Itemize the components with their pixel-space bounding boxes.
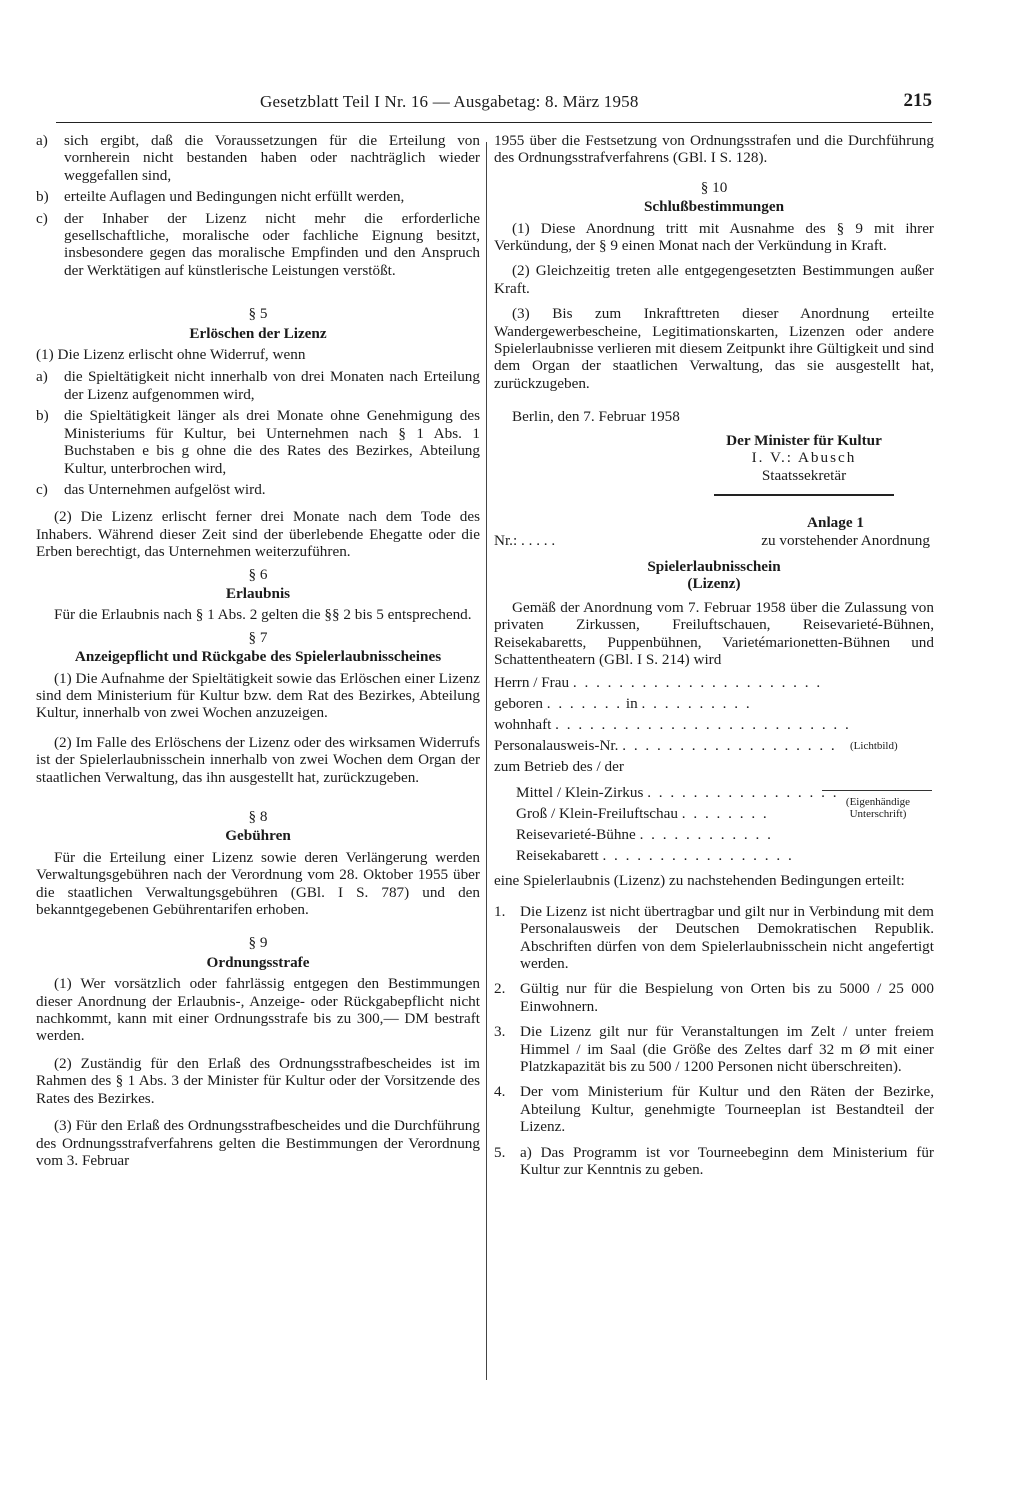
condition-item — [494, 1023, 934, 1075]
list-item — [36, 210, 480, 280]
section-title: Erlaubnis — [225, 584, 291, 602]
annex-header — [494, 514, 934, 550]
publication-title: Gesetzblatt Teil I Nr. 16 — Ausgabetag: 8. März 1958 — [260, 92, 639, 111]
form-field-name — [494, 674, 822, 691]
list-item — [36, 368, 480, 403]
paragraph: (2) Zuständig für den Erlaß des Ordnungsstrafbescheides ist im Rahmen des § 1 Abs. 3 der Minister für Kultur oder der Vorsitzende des Rates des Bezirkes. — [36, 1054, 480, 1107]
condition-item — [494, 903, 934, 973]
paragraph: (1) Die Aufnahme der Spieltätigkeit sowie das Erlöschen einer Lizenz sind dem Ministerium für Kultur bzw. dem Rat des Bezirkes, Abteilung Kultur, innerhalb von zwei Wochen anzuzeigen. — [36, 669, 480, 722]
list-item-text: erteilte Auflagen und Bedingungen nicht erfüllt werden, — [64, 188, 405, 206]
list-item-label: b) — [36, 188, 49, 206]
paragraph: (2) Die Lizenz erlischt ferner drei Monate nach dem Tode des Inhabers. Während dieser Zeit sind der überlebende Ehegatte oder die Erben berechtigt, das Unternehmen weiterzuführen. — [36, 508, 480, 561]
paragraph: (3) Für den Erlaß des Ordnungsstrafbescheides und die Durchführung des Ordnungsstrafverfahrens gelten die Bestimmungen der Verordnung vom 3. Februar — [36, 1117, 480, 1169]
fill-dots: . . . . . . . . . . . . . . . . . . . . . . . . . . — [555, 716, 851, 734]
list-item — [36, 188, 480, 205]
condition-number: 3. — [494, 1023, 506, 1041]
field-label: Groß / Klein-Freiluftschau — [516, 805, 678, 823]
section-number: § 8 — [248, 808, 268, 825]
condition-item — [494, 980, 934, 1015]
annex-subtitle: zu vorstehender Anordnung — [761, 531, 930, 549]
paragraph: Für die Erteilung einer Lizenz sowie deren Verlängerung werden Verwaltungsgebühren nach der Verordnung vom 28. Oktober 1955 über die staatlichen Verwaltungsgebühren (GBl. I S. 787) und den bekanntgegebenen Gebührentarifen erhoben. — [36, 848, 480, 919]
condition-text: Der vom Ministerium für Kultur und den Räten der Bezirke, Abteilung Kultur, genehmigte Tourneeplan ist Bestandteil der Lizenz. — [520, 1083, 934, 1136]
section-title: Gebühren — [225, 827, 291, 845]
field-label: Reisekabarett — [516, 847, 599, 865]
list-item — [36, 481, 480, 498]
left-column — [36, 132, 480, 1174]
list-item-label: a) — [36, 368, 48, 386]
section-number: § 9 — [248, 934, 268, 952]
right-column — [494, 132, 934, 1186]
section-title: Anzeigepflicht und Rückgabe des Spielerlaubnisscheines — [74, 648, 442, 666]
section-title: Schlußbestimmungen — [643, 198, 785, 216]
signature-label: (Eigenhändige Unterschrift) — [845, 796, 911, 821]
signature-name: I. V.: Abusch — [751, 449, 857, 467]
paragraph: (1) Wer vorsätzlich oder fahrlässig entgegen den Bestimmungen dieser Anordnung der Erlaubnis-, Anzeige- oder Rückgabepflicht nicht nachkommt, kann mit einer Ordnungsstrafe bis zu 300,— DM bestraft werden. — [36, 975, 480, 1045]
fill-dots: . . . . . . . . . . . . . . . . . . . — [622, 737, 837, 755]
list-item-text: das Unternehmen aufgelöst wird. — [64, 480, 266, 498]
paragraph: eine Spielerlaubnis (Lizenz) zu nachstehenden Bedingungen erteilt: — [494, 872, 905, 890]
condition-item — [494, 1083, 934, 1135]
section-number: § 10 — [700, 178, 728, 196]
fill-dots: . . . . . . . . . . . . . . . . . . . . . . — [572, 674, 823, 692]
field-label: wohnhaft — [494, 716, 552, 734]
place-date: Berlin, den 7. Februar 1958 — [512, 408, 680, 426]
license-form — [494, 674, 934, 868]
condition-number: 5. — [494, 1143, 506, 1161]
condition-number: 4. — [494, 1083, 506, 1101]
separator-rule — [714, 494, 894, 496]
form-option-circus — [516, 784, 838, 801]
fill-dots: . . . . . . . . . . — [641, 695, 752, 713]
annex-number: Nr.: . . . . . — [494, 531, 556, 549]
list-item-text: der Inhaber der Lizenz nicht mehr die erforderliche gesellschaftliche, moralische oder fachliche Eignung besitzt, insbesondere gegen das moralische Empfinden und den Anspruch der Werktätigen auf künstlerische Leistungen verstößt. — [64, 209, 480, 279]
list-item-text: die Spieltätigkeit nicht innerhalb von drei Monaten nach Erteilung der Lizenz aufgenommen wird, — [64, 368, 480, 403]
field-label: Personalausweis-Nr. — [494, 737, 619, 755]
section-number: § 5 — [248, 305, 268, 323]
signature-block — [494, 432, 934, 496]
field-label: in — [625, 695, 638, 713]
condition-text: a) Das Programm ist vor Tourneebeginn dem Ministerium für Kultur zur Kenntnis zu geben. — [520, 1143, 934, 1179]
form-option-cabaret — [516, 847, 794, 864]
signature-line — [822, 790, 932, 791]
condition-item — [494, 1144, 934, 1179]
field-label: zum Betrieb des / der — [494, 758, 624, 776]
form-field-residence — [494, 716, 851, 733]
condition-text: Die Lizenz gilt nur für Veranstaltungen im Zelt / unter freiem Himmel / im Saal (die Größe des Zeltes darf 32 m Ø mit einer Platzkapazität bis zu 500 / 1200 Personen nicht überschreiten). — [520, 1023, 934, 1075]
fill-dots: . . . . . . . . . . . . . . . . . — [647, 784, 839, 802]
condition-text: Die Lizenz ist nicht übertragbar und gilt nur in Verbindung mit dem Personalausweis der Deutschen Demokratischen Republik. Abschriften dürfen von dem Spielerlaubnisschein nicht angefertigt werden. — [520, 902, 934, 972]
photo-placeholder-label: (Lichtbild) — [850, 740, 898, 753]
list-item-label: c) — [36, 209, 48, 227]
list-item-label: a) — [36, 132, 48, 149]
fill-dots: . . . . . . . . . . . . — [639, 826, 773, 844]
signature-role: Staatssekretär — [761, 466, 847, 484]
paragraph: (2) Gleichzeitig treten alle entgegengesetzten Bestimmungen außer Kraft. — [494, 262, 934, 297]
paragraph: 1955 über die Festsetzung von Ordnungsstrafen und die Durchführung des Ordnungsstrafverfahrens (GBl. I S. 128). — [494, 132, 934, 167]
fill-dots: . . . . . . . . — [681, 805, 769, 823]
section-title: Ordnungsstrafe — [206, 953, 310, 971]
section-number: § 6 — [248, 565, 268, 583]
paragraph: (2) Im Falle des Erlöschens der Lizenz oder des wirksamen Widerrufs ist der Spielerlaubnisschein innerhalb von zwei Wochen dem Organ der staatlichen Verwaltung, das ihn ausgestellt hat, zurückzugeben. — [36, 733, 480, 786]
condition-number: 2. — [494, 980, 506, 998]
list-item — [36, 132, 480, 184]
form-field-id-number — [494, 737, 837, 754]
paragraph: (1) Diese Anordnung tritt mit Ausnahme des § 9 mit ihrer Verkündung, der § 9 einen Monat nach der Verkündung in Kraft. — [494, 219, 934, 255]
form-field-operation — [494, 758, 624, 775]
list-item-text: die Spieltätigkeit länger als drei Monate ohne Genehmigung des Ministeriums für Kultur, bei Unternehmen nach § 1 Abs. 1 Buchstaben e bis g ohne die des Rates des Bezirkes, Abteilung Kultur, unterbrochen wird, — [64, 407, 480, 477]
field-label: geboren — [494, 695, 543, 713]
form-field-birth — [494, 695, 752, 712]
paragraph: Gemäß der Anordnung vom 7. Februar 1958 über die Zulassung von privaten Zirkussen, Freiluftschauen, Reisevarieté-Bühnen, Reisekabaretts, Puppenbühnen, Varietémarionetten-Bühnen und Schattentheatern (GBl. I S. 214) wird — [494, 598, 934, 668]
form-title: Spielerlaubnisschein — [647, 557, 781, 575]
condition-text: Gültig nur für die Bespielung von Orten bis zu 5000 / 25 000 Einwohnern. — [520, 980, 934, 1015]
page-header — [56, 92, 932, 123]
field-label: Reisevarieté-Bühne — [516, 826, 636, 844]
section-number: § 7 — [248, 628, 268, 646]
annex-title: Anlage 1 — [807, 513, 864, 531]
page-number: 215 — [903, 90, 932, 111]
condition-number: 1. — [494, 902, 506, 920]
signature-organization: Der Minister für Kultur — [726, 431, 882, 449]
column-divider — [486, 142, 487, 1380]
paragraph: Für die Erlaubnis nach § 1 Abs. 2 gelten die §§ 2 bis 5 entsprechend. — [54, 606, 472, 624]
section-title: Erlöschen der Lizenz — [189, 324, 327, 342]
list-item-label: b) — [36, 407, 49, 425]
paragraph: (3) Bis zum Inkrafttreten dieser Anordnung erteilte Wandergewerbescheine, Legitimationskarten, Lizenzen oder andere Spielerlaubnisse verlieren mit diesem Zeitpunkt ihre Gültigkeit und sind dem Organ der staatlichen Verwaltung, das sie ausgestellt hat, zurückzugeben. — [494, 305, 934, 392]
form-option-variety — [516, 826, 773, 843]
list-item — [36, 407, 480, 477]
field-label: Mittel / Klein-Zirkus — [516, 784, 644, 802]
list-item-text: sich ergibt, daß die Voraussetzungen für die Erteilung von vornherein nicht bestanden haben oder nachträglich wieder weggefallen sind, — [64, 132, 480, 184]
fill-dots: . . . . . . . . . . . . . . . . . — [602, 847, 794, 865]
field-label: Herrn / Frau — [494, 674, 570, 692]
fill-dots: . . . . . . . — [546, 695, 623, 713]
paragraph: (1) Die Lizenz erlischt ohne Widerruf, wenn — [36, 346, 306, 364]
form-option-open-air — [516, 805, 769, 822]
list-item-label: c) — [36, 480, 48, 498]
form-subtitle: (Lizenz) — [687, 575, 741, 593]
